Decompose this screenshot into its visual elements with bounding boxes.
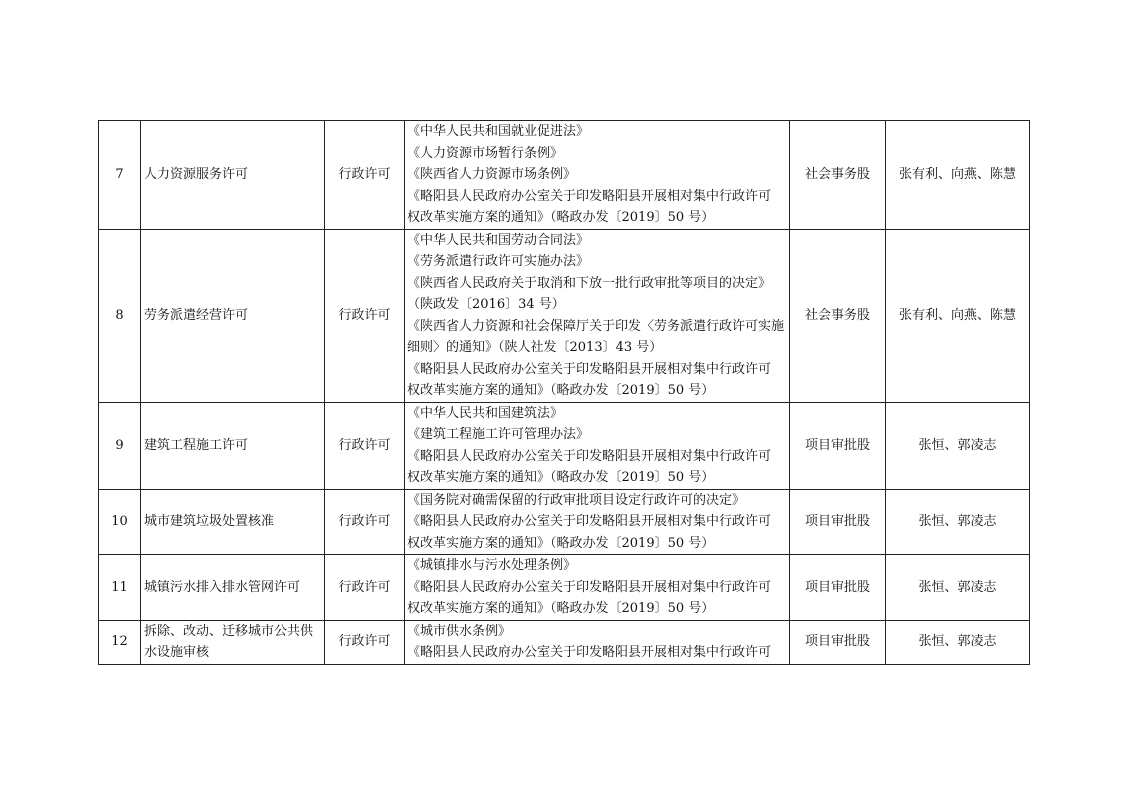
legal-basis-line: 细则〉的通知》（陕人社发〔2013〕43 号）: [407, 340, 663, 355]
department: 项目审批股: [790, 402, 886, 489]
legal-basis-cell: [405, 489, 790, 555]
table-row: [99, 229, 1030, 402]
legal-basis-line: 《陕西省人力资源和社会保障厅关于印发〈劳务派遣行政许可实施: [407, 318, 785, 334]
department: 社会事务股: [790, 121, 886, 230]
legal-basis-line: 《城镇排水与污水处理条例》: [407, 558, 577, 573]
department: 项目审批股: [790, 555, 886, 621]
row-number: 10: [99, 489, 141, 555]
row-number: 12: [99, 620, 141, 664]
item-name: 城市建筑垃圾处置核准: [141, 489, 325, 555]
legal-basis-line: 权改革实施方案的通知》（略政办发〔2019〕50 号）: [407, 535, 715, 551]
legal-basis-cell: [405, 229, 790, 402]
legal-basis-line: 《人力资源市场暂行条例》: [407, 145, 564, 161]
responsible-persons: 张有利、向燕、陈慧: [886, 229, 1030, 402]
legal-basis-line: 权改革实施方案的通知》（略政办发〔2019〕50 号）: [407, 601, 715, 616]
table-row: [99, 555, 1030, 621]
table-row: [99, 489, 1030, 555]
department: 项目审批股: [790, 489, 886, 555]
legal-basis-line: 《中华人民共和国建筑法》: [407, 405, 564, 421]
permit-type: 行政许可: [325, 555, 405, 621]
legal-basis-cell: [405, 620, 790, 664]
row-number: 11: [99, 555, 141, 621]
permit-type: 行政许可: [325, 121, 405, 230]
row-number: 7: [99, 121, 141, 230]
legal-basis-cell: [405, 402, 790, 489]
item-name: 劳务派遣经营许可: [141, 229, 325, 402]
legal-basis-line: 《城市供水条例》: [407, 623, 512, 639]
legal-basis-line: 《略阳县人民政府办公室关于印发略阳县开展相对集中行政许可: [407, 188, 772, 204]
legal-basis-line: （陕政发〔2016〕34 号）: [407, 297, 565, 312]
permit-type: 行政许可: [325, 402, 405, 489]
item-name: 建筑工程施工许可: [141, 402, 325, 489]
table-row: [99, 620, 1030, 664]
table-row: [99, 402, 1030, 489]
legal-basis-line: 《国务院对确需保留的行政审批项目设定行政许可的决定》: [407, 492, 746, 508]
legal-basis-line: 《略阳县人民政府办公室关于印发略阳县开展相对集中行政许可: [407, 361, 772, 377]
legal-basis-line: 《略阳县人民政府办公室关于印发略阳县开展相对集中行政许可: [407, 514, 772, 529]
legal-basis-cell: [405, 121, 790, 230]
legal-basis-line: 《陕西省人民政府关于取消和下放一批行政审批等项目的决定》: [407, 275, 772, 291]
permit-type: 行政许可: [325, 620, 405, 664]
department: 项目审批股: [790, 620, 886, 664]
legal-basis-line: 《劳务派遣行政许可实施办法》: [407, 254, 590, 269]
legal-basis-line: 权改革实施方案的通知》（略政办发〔2019〕50 号）: [407, 470, 715, 485]
permit-type: 行政许可: [325, 489, 405, 555]
row-number: 8: [99, 229, 141, 402]
permit-type: 行政许可: [325, 229, 405, 402]
responsible-persons: 张恒、郭凌志: [886, 620, 1030, 664]
legal-basis-line: 《略阳县人民政府办公室关于印发略阳县开展相对集中行政许可: [407, 645, 772, 660]
legal-basis-line: 《建筑工程施工许可管理办法》: [407, 427, 590, 442]
responsible-persons: 张恒、郭凌志: [886, 402, 1030, 489]
responsible-persons: 张有利、向燕、陈慧: [886, 121, 1030, 230]
permit-table: [98, 120, 1030, 665]
permit-table-body: [99, 121, 1030, 665]
responsible-persons: 张恒、郭凌志: [886, 555, 1030, 621]
responsible-persons: 张恒、郭凌志: [886, 489, 1030, 555]
legal-basis-line: 权改革实施方案的通知》（略政办发〔2019〕50 号）: [407, 210, 715, 225]
item-name: 拆除、改动、迁移城市公共供水设施审核: [141, 620, 325, 664]
table-row: [99, 121, 1030, 230]
legal-basis-line: 《略阳县人民政府办公室关于印发略阳县开展相对集中行政许可: [407, 579, 772, 595]
legal-basis-line: 《中华人民共和国劳动合同法》: [407, 232, 590, 248]
row-number: 9: [99, 402, 141, 489]
department: 社会事务股: [790, 229, 886, 402]
item-name: 城镇污水排入排水管网许可: [141, 555, 325, 621]
legal-basis-line: 权改革实施方案的通知》（略政办发〔2019〕50 号）: [407, 383, 715, 398]
legal-basis-line: 《略阳县人民政府办公室关于印发略阳县开展相对集中行政许可: [407, 448, 772, 464]
legal-basis-line: 《中华人民共和国就业促进法》: [407, 124, 590, 139]
legal-basis-line: 《陕西省人力资源市场条例》: [407, 167, 577, 182]
legal-basis-cell: [405, 555, 790, 621]
item-name: 人力资源服务许可: [141, 121, 325, 230]
